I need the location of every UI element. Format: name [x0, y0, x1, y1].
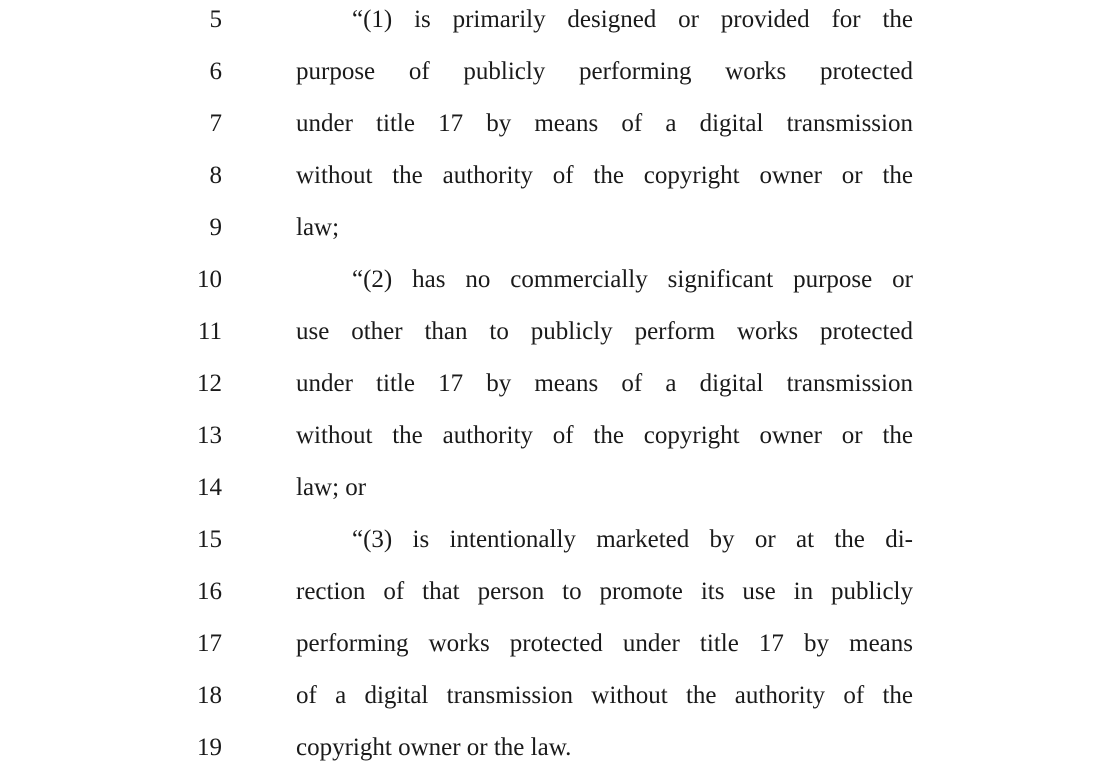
line-text: law;	[296, 214, 340, 241]
line-text: under title 17 by means of a digital transmission	[296, 110, 913, 137]
bill-line-16	[0, 574, 1106, 626]
line-number: 15	[197, 526, 222, 553]
bill-line-6	[0, 54, 1106, 106]
line-text: rection of that person to promote its use in publicly	[296, 578, 913, 605]
line-number: 9	[209, 214, 222, 241]
line-number: 5	[209, 6, 222, 33]
line-text: performing works protected under title 17 by means	[296, 630, 913, 657]
line-number: 13	[197, 422, 222, 449]
bill-line-17	[0, 626, 1106, 678]
line-text: copyright owner or the law.	[296, 734, 572, 761]
bill-line-9	[0, 210, 1106, 262]
bill-line-11	[0, 314, 1106, 366]
bill-line-14	[0, 470, 1106, 522]
line-text: purpose of publicly performing works protected	[296, 58, 913, 85]
line-number: 16	[197, 578, 222, 605]
bill-line-7	[0, 106, 1106, 158]
bill-line-13	[0, 418, 1106, 470]
line-text: without the authority of the copyright owner or the	[296, 162, 913, 189]
bill-line-18	[0, 678, 1106, 730]
line-text: “(1) is primarily designed or provided for the	[352, 6, 913, 33]
bill-line-8	[0, 158, 1106, 210]
line-number: 19	[197, 734, 222, 761]
line-number: 10	[197, 266, 222, 293]
line-number: 7	[209, 110, 222, 137]
line-number: 6	[209, 58, 222, 85]
line-text: use other than to publicly perform works protected	[296, 318, 913, 345]
bill-line-19	[0, 730, 1106, 782]
line-number: 18	[197, 682, 222, 709]
line-text: under title 17 by means of a digital transmission	[296, 370, 913, 397]
line-text: “(3) is intentionally marketed by or at the di-	[352, 526, 913, 553]
line-number: 12	[197, 370, 222, 397]
line-text: “(2) has no commercially significant purpose or	[352, 266, 913, 293]
bill-line-5	[0, 2, 1106, 54]
line-number: 11	[197, 318, 222, 345]
line-text: law; or	[296, 474, 367, 501]
line-text: of a digital transmission without the authority of the	[296, 682, 913, 709]
bill-line-10	[0, 262, 1106, 314]
bill-line-15	[0, 522, 1106, 574]
line-number: 14	[197, 474, 222, 501]
bill-line-12	[0, 366, 1106, 418]
line-text: without the authority of the copyright owner or the	[296, 422, 913, 449]
line-number: 17	[197, 630, 222, 657]
line-number: 8	[209, 162, 222, 189]
